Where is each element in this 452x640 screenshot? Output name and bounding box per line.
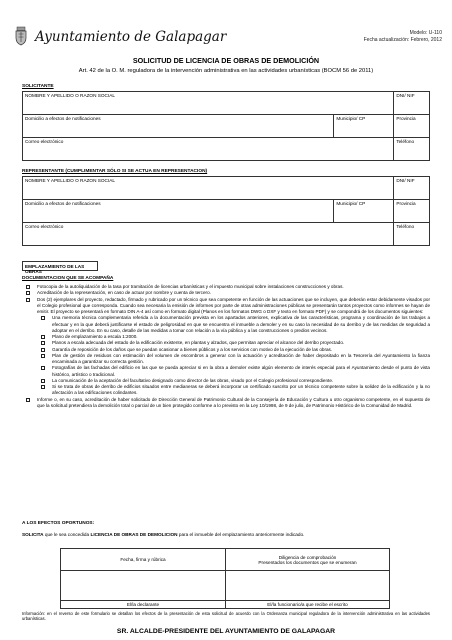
doc-item-text: Dos (2) ejemplares del proyecto, redactado, firmado y rubricado por un técnico que sea competente en función de las actuaciones que se incluyen, que deberán estar debidamente visados por el Colegio profesional que corresponda. Cuando sea necesaria la emisión de informes por parte de otras administraciones públicas se presentarán tantos proyectos como informes se hayan de emitir. El proyecto se presentará en formato DIN A-4 así como en formato digital (Planos en los formatos DWG o DXF y texto en formato PDF) y se compondrá de los documentos siguientes: xyxy=(37,296,430,314)
solicita-bold: LICENCIA DE OBRAS DE DEMOLICION xyxy=(90,532,178,537)
representante-phone-field[interactable] xyxy=(394,223,430,246)
doc-subitem xyxy=(22,353,430,366)
representante-table xyxy=(22,176,430,246)
solicitante-provincia-field[interactable] xyxy=(394,115,430,138)
signature-table xyxy=(60,548,390,609)
coat-of-arms-icon xyxy=(13,26,29,46)
addressee-title: SR. ALCALDE-PRESIDENTE DEL AYUNTAMIENTO DE GALAPAGAR xyxy=(116,628,336,635)
solicitante-municipio-field[interactable] xyxy=(334,115,394,138)
doc-subitem xyxy=(22,365,430,378)
solicitante-provincia-label: Provincia xyxy=(396,116,416,121)
funcionario-label: El/la funcionario/a que recibe el escrito xyxy=(267,602,348,607)
doc-item-text: Garantía de reposición de los daños que se puedan ocasionar a bienes públicos y a los servicios con motivo de la ejecución de las obras. xyxy=(52,346,333,352)
representante-email-label: Correo electrónico xyxy=(25,224,64,229)
solicita-label: SOLICITA xyxy=(22,532,44,537)
representante-email-field[interactable] xyxy=(23,223,394,246)
checkbox[interactable] xyxy=(41,348,45,352)
doc-item-text: Planos a escala adecuada del estado de la edificación existente, en plantas y alzados, que permitan apreciar el alcance del derribo proyectado. xyxy=(52,340,345,346)
checkbox[interactable] xyxy=(26,285,30,289)
firma-field[interactable] xyxy=(61,549,226,571)
page-title: SOLICITUD DE LICENCIA DE OBRAS DE DEMOLICIÓN xyxy=(132,56,320,65)
doc-item-text: Plano de emplazamiento a escala 1:2000. xyxy=(52,334,138,339)
doc-subitem xyxy=(22,315,430,334)
doc-item-text: La comunicación de la aceptación del facultativo designado como director de las obras, visado por el Colegio profesional correspondiente. xyxy=(52,377,334,383)
documentacion-list xyxy=(22,284,430,409)
update-date: Fecha actualización: Febrero, 2012 xyxy=(363,36,442,43)
representante-name-field[interactable] xyxy=(23,177,394,200)
checkbox[interactable] xyxy=(26,398,30,402)
info-note: Información: en el reverso de este formulario se detallan los efectos de la presentación de esta solicitud de acuerdo con la Ordenanza municipal reguladora de la intervención administrativa en las actividades urbanísticas. xyxy=(22,611,430,622)
solicita-text-1: que le sea concedida xyxy=(43,532,91,537)
emplazamiento-label: EMPLAZAMIENTO DE LAS OBRAS xyxy=(25,264,85,274)
checkbox[interactable] xyxy=(41,335,45,339)
brand-name: Ayuntamiento de Galapagar xyxy=(35,29,227,45)
solicitante-email-label: Correo electrónico xyxy=(25,139,64,144)
funcionario-label-cell xyxy=(226,601,390,609)
documentacion-heading: DOCUMENTACION QUE SE ACOMPAÑA xyxy=(22,276,114,281)
representante-name-label: NOMBRE Y APELLIDO O RAZON SOCIAL xyxy=(25,178,115,183)
representante-address-field[interactable] xyxy=(23,200,334,223)
checkbox[interactable] xyxy=(41,341,45,345)
doc-item xyxy=(22,397,430,410)
checkbox[interactable] xyxy=(41,385,45,389)
funcionario-signature-area[interactable] xyxy=(226,571,390,601)
solicitante-municipio-label: Municipio/ CP xyxy=(336,116,366,121)
declarante-label-cell xyxy=(61,601,226,609)
representante-provincia-label: Provincia xyxy=(396,201,416,206)
checkbox[interactable] xyxy=(26,298,30,302)
representante-label: REPRESENTANTE (CUMPLIMENTAR SÓLO SI SE ACTUA EN REPRESENTACION) xyxy=(22,169,208,174)
doc-subitem xyxy=(22,384,430,397)
checkbox[interactable] xyxy=(41,316,45,320)
solicitante-email-field[interactable] xyxy=(23,138,394,161)
solicitante-label: SOLICITANTE xyxy=(22,84,54,89)
representante-municipio-field[interactable] xyxy=(334,200,394,223)
solicitante-phone-label: Teléfono xyxy=(396,139,415,144)
representante-address-label: Domicilio a efectos de notificaciones xyxy=(25,201,101,206)
solicitante-dni-label: DNI/ NIF xyxy=(396,93,415,98)
checkbox[interactable] xyxy=(41,354,45,358)
solicitante-phone-field[interactable] xyxy=(394,138,430,161)
solicitante-table xyxy=(22,91,430,161)
representante-dni-field[interactable] xyxy=(394,177,430,200)
form-meta xyxy=(364,30,442,43)
page-subtitle: Art. 42 de la O. M. reguladora de la intervención administrativa en las actividades urbanísticas (BOCM 56 de 2011) xyxy=(78,68,374,74)
doc-item-text: Una memoria técnica complementaria referida a la documentación prevista en los apartados anteriores, explicativa de las características, programa y coordinación de los trabajos a efectuar y en la que deberá justificarse el estado de peligrosidad en que se encuentra el inmueble a demoler y en su caso la necesidad de su derribo y de las medidas de seguridad a adoptar en el derribo. En su caso, detalle de las medidas a tomar con relación a la vía pública y a las construcciones o predios vecinos. xyxy=(52,315,430,333)
solicita-statement xyxy=(22,532,304,537)
diligencia-label: Diligencia de comprobación xyxy=(278,554,337,560)
representante-dni-label: DNI/ NIF xyxy=(396,178,415,183)
representante-phone-label: Teléfono xyxy=(396,224,415,229)
solicita-text-2: para el inmueble del emplazamiento anteriormente indicado. xyxy=(177,532,305,537)
doc-item-text: Plan de gestión de residuos con estimación del volumen de escombros a generar con la actuación y acreditación de haber depositado en la Tesorería del Ayuntamiento la fianza encaminada a garantizar su correcta gestión. xyxy=(52,352,430,364)
doc-item-text: Si se trata de obras de derribo de edificios situados entre medianeras se deberá incorporar un certificado suscrito por un técnico competente sobre la solidez de la edificación y la no afectación a las edificaciones colindantes. xyxy=(52,384,430,396)
doc-item xyxy=(22,297,430,316)
solicitante-address-field[interactable] xyxy=(23,115,334,138)
diligencia-field[interactable] xyxy=(226,549,390,571)
solicitante-name-label: NOMBRE Y APELLIDO O RAZON SOCIAL xyxy=(25,93,115,98)
solicitante-address-label: Domicilio a efectos de notificaciones xyxy=(25,116,101,121)
representante-provincia-field[interactable] xyxy=(394,200,430,223)
doc-item-text: Fotocopia de la autoliquidación de la tasa por tramitación de licencias urbanísticas y el impuesto municipal sobre instalaciones construcciones y obras. xyxy=(37,284,344,289)
emplazamiento-field[interactable] xyxy=(22,261,98,274)
solicitante-name-field[interactable] xyxy=(23,92,394,115)
firma-label: Fecha, firma y rúbrica xyxy=(120,557,166,562)
presentados-label: Presentados los documentos que se enumeran xyxy=(258,559,357,565)
doc-item-text: Informe o, en su caso, acreditación de haber solicitado de Dirección General de Patrimonio Cultural de la Consejería de Educación y Cultura u otro organismo competente, en el supuesto de que la solicitud pretendiera la demolición total o parcial de un bien protegido conforme a lo previsto en la Ley 10/1998, de 9 de julio, de Patrimonio Histórico de la Comunidad de Madrid. xyxy=(37,396,430,408)
efectos-heading: A LOS EFECTOS OPORTUNOS: xyxy=(22,521,95,526)
doc-item-text: Acreditación de la representación, en caso de actuar por nombre y cuenta de tercero. xyxy=(37,290,211,296)
representante-municipio-label: Municipio/ CP xyxy=(336,201,366,206)
checkbox[interactable] xyxy=(41,366,45,370)
declarante-label: El/la declarante xyxy=(126,602,160,607)
model-number: Modelo: U-110 xyxy=(409,30,442,36)
checkbox[interactable] xyxy=(26,291,30,295)
solicitante-dni-field[interactable] xyxy=(394,92,430,115)
checkbox[interactable] xyxy=(41,379,45,383)
declarante-signature-area[interactable] xyxy=(61,571,226,601)
doc-item-text: Fotografías de las fachadas del edificio en las que se pueda apreciar si en la obra a demoler existe algún elemento de interés especial para el Ayuntamiento desde el punto de vista histórico, artístico o tradicional. xyxy=(52,365,430,377)
